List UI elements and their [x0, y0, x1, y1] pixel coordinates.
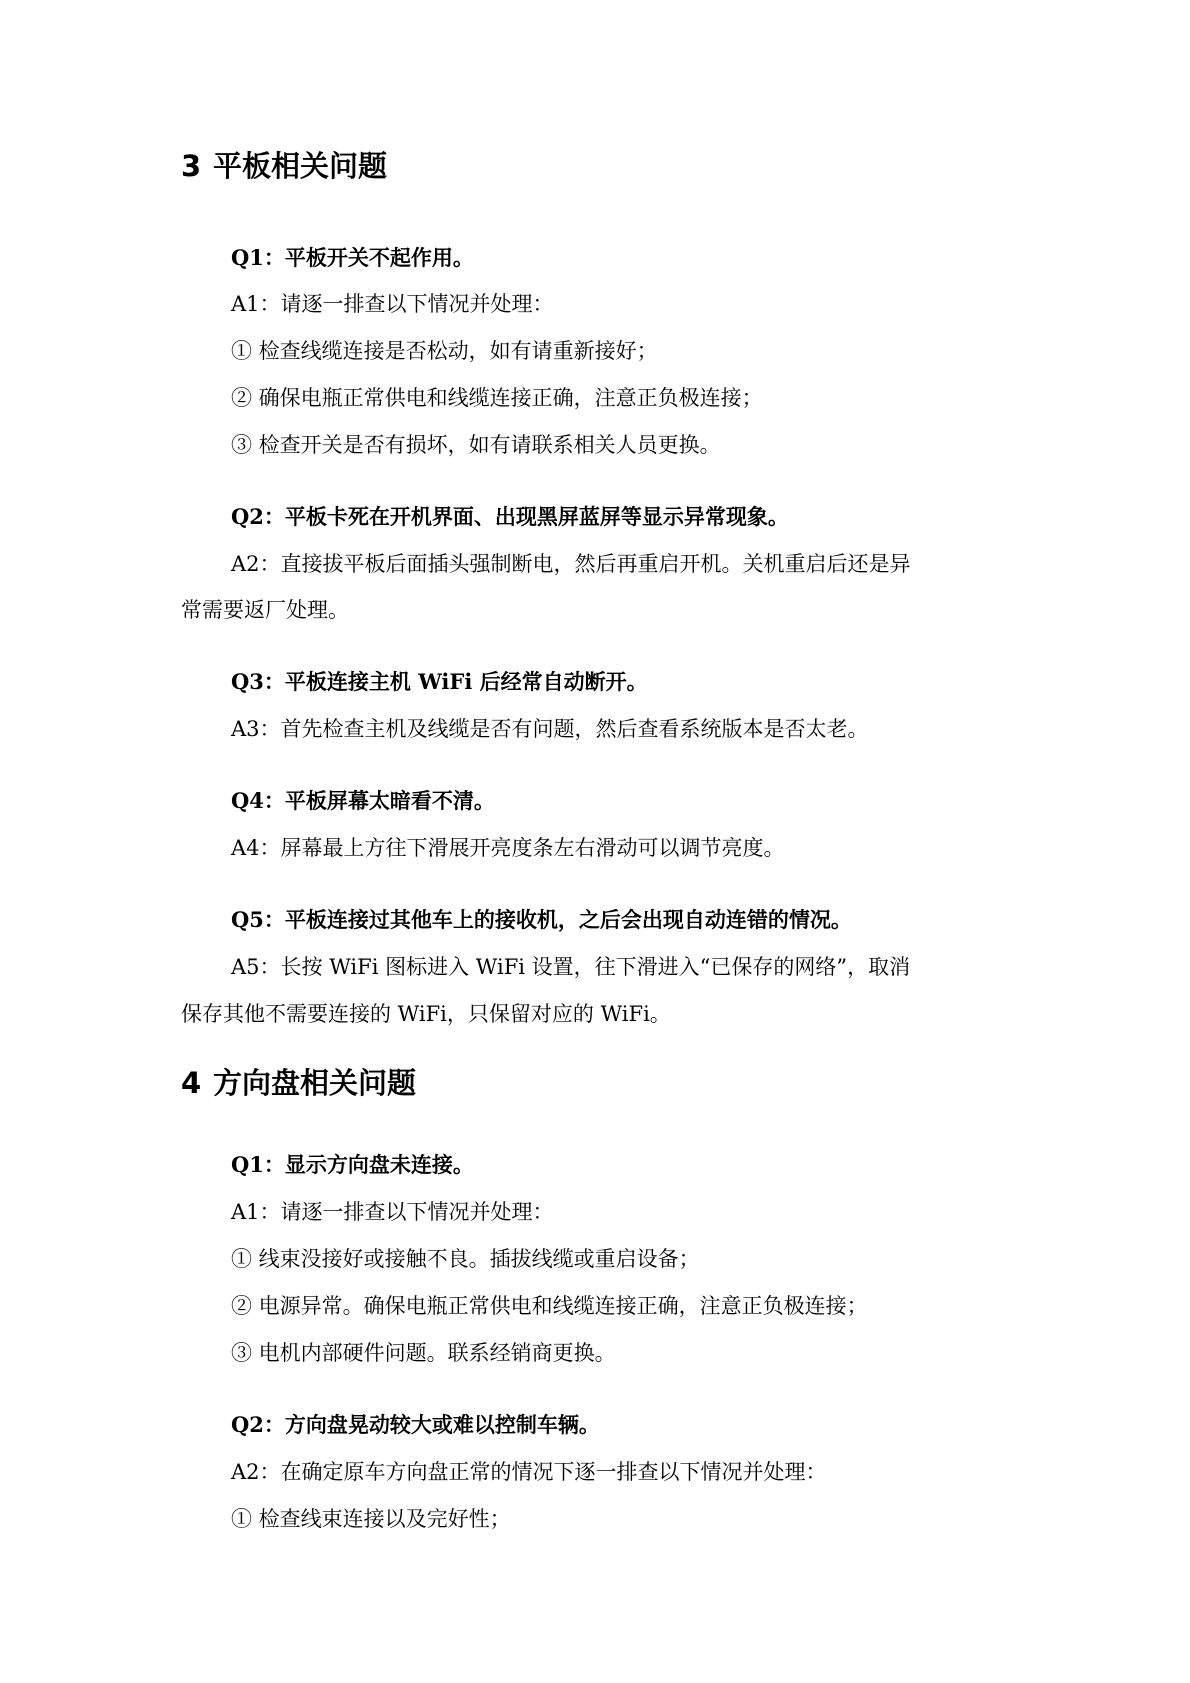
question-q3: Q3：平板连接主机 WiFi 后经常自动断开。 [231, 669, 648, 694]
list-item: ② 确保电瓶正常供电和线缆连接正确，注意正负极连接； [231, 386, 763, 410]
question-q4: Q4：平板屏幕太暗看不清。 [231, 788, 495, 813]
question-q2: Q2：平板卡死在开机界面、出现黑屏蓝屏等显示异常现象。 [231, 504, 789, 529]
answer-a1: A1：请逐一排查以下情况并处理： [231, 292, 554, 316]
list-item: ① 线束没接好或接触不良。插拔线缆或重启设备； [231, 1247, 700, 1271]
answer-a5-continued: 保存其他不需要连接的 WiFi，只保留对应的 WiFi。 [181, 1002, 671, 1026]
question-q1: Q1：平板开关不起作用。 [231, 245, 474, 270]
question-q2: Q2：方向盘晃动较大或难以控制车辆。 [231, 1412, 600, 1437]
section-title: 方向盘相关问题 [213, 1066, 417, 1100]
section-heading-3 [181, 144, 387, 185]
section-number: 4 [181, 1066, 202, 1100]
list-item: ③ 电机内部硬件问题。联系经销商更换。 [231, 1341, 616, 1365]
list-item: ① 检查线束连接以及完好性； [231, 1507, 511, 1531]
answer-a5: A5：长按 WiFi 图标进入 WiFi 设置，往下滑进入“已保存的网络”，取消 [231, 955, 911, 979]
answer-a2: A2：在确定原车方向盘正常的情况下逐一排查以下情况并处理： [231, 1460, 827, 1484]
answer-a1: A1：请逐一排查以下情况并处理： [231, 1200, 554, 1224]
question-q5: Q5：平板连接过其他车上的接收机，之后会出现自动连错的情况。 [231, 907, 852, 932]
answer-a2-continued: 常需要返厂处理。 [181, 598, 349, 622]
section-number: 3 [181, 149, 202, 183]
list-item: ③ 检查开关是否有损坏，如有请联系相关人员更换。 [231, 433, 721, 457]
question-q1: Q1：显示方向盘未连接。 [231, 1152, 474, 1177]
section-title: 平板相关问题 [213, 149, 388, 183]
answer-a4: A4：屏幕最上方往下滑展开亮度条左右滑动可以调节亮度。 [231, 836, 785, 860]
answer-a3: A3：首先检查主机及线缆是否有问题，然后查看系统版本是否太老。 [231, 717, 869, 741]
list-item: ② 电源异常。确保电瓶正常供电和线缆连接正确，注意正负极连接； [231, 1294, 868, 1318]
section-heading-4 [181, 1061, 416, 1102]
answer-a2: A2：直接拔平板后面插头强制断电，然后再重启开机。关机重启后还是异 [231, 552, 911, 576]
list-item: ① 检查线缆连接是否松动，如有请重新接好； [231, 339, 658, 363]
